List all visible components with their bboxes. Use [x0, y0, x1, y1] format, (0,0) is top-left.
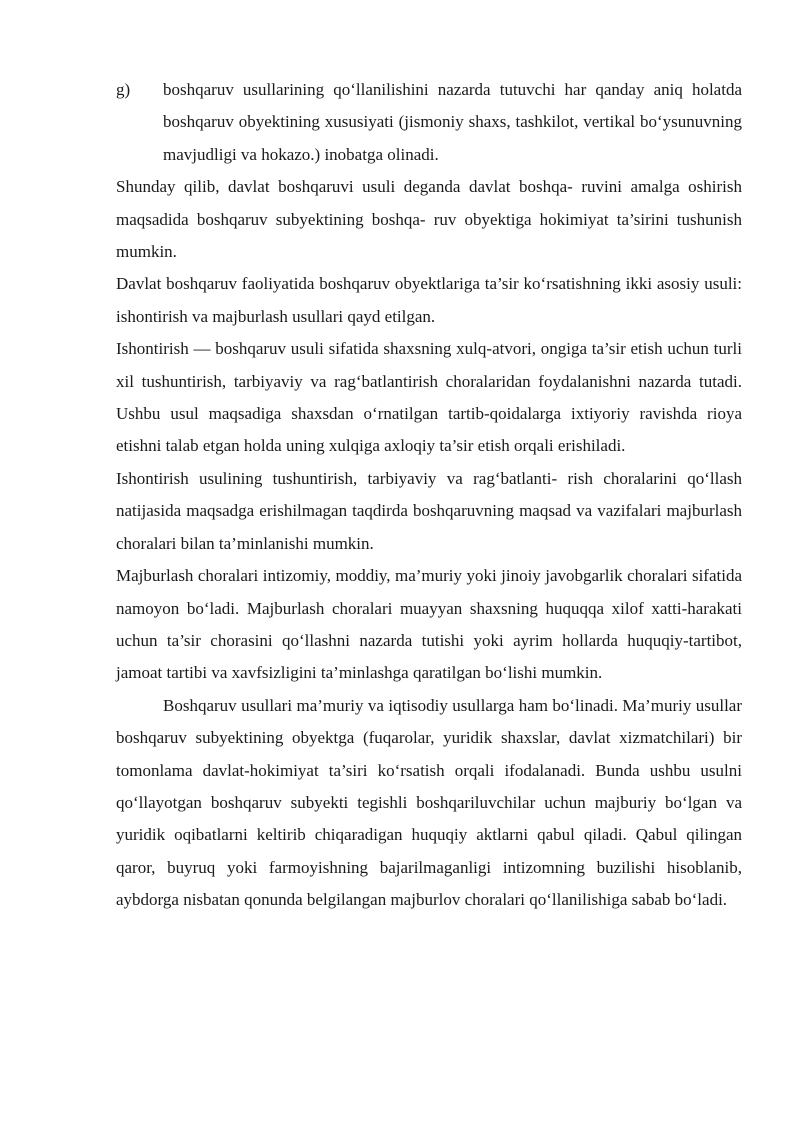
paragraph-4: Ishontirish usulining tushuntirish, tarbiyaviy va rag‘batlanti- rish choralarini qo‘llash natijasida maqsadga erishilmagan taqdirda boshqaruvning maqsad va vazifalari majburlash choralari bilan ta’minlanishi mumkin. [116, 468, 742, 553]
paragraph-2: Davlat boshqaruv faoliyatida boshqaruv obyektlariga ta’sir ko‘rsatishning ikki asosiy usuli: ishontirish va majburlash usullari qayd etilgan. [116, 274, 742, 326]
paragraph-1: Shunday qilib, davlat boshqaruvi usuli deganda davlat boshqa- ruvini amalga oshirish maqsadida boshqaruv subyektining boshqa- ruv obyektiga hokimiyat ta’sirini tushunish mumkin. [116, 177, 742, 262]
paragraph-3: Ishontirish — boshqaruv usuli sifatida shaxsning xulq-atvori, ongiga ta’sir etish uchun turli xil tushuntirish, tarbiyaviy va rag‘batlantirish choralaridan foydalanishni nazarda tutadi. Ushbu usul maqsadiga shaxsdan o‘rnatilgan tartib-qoidalarga ixtiyoriy ravishda rioya etishni talab etgan holda uning xulqiga axloqiy ta’sir etish orqali erishiladi. [116, 339, 742, 456]
paragraph-5: Majburlash choralari intizomiy, moddiy, ma’muriy yoki jinoiy javobgarlik choralari sifatida namoyon bo‘ladi. Majburlash choralari muayyan shaxsning huquqqa xilof xatti-harakati uchun ta’sir chorasini qo‘llashni nazarda tutishi yoki ayrim hollarda huquqiy-tartibot, jamoat tartibi va xavfsizligini ta’minlashga qaratilgan bo‘lishi mumkin. [116, 566, 742, 683]
list-item-text: boshqaruv usullarining qo‘llanilishini nazarda tutuvchi har qanday aniq holatda boshqaruv obyektining xususiyati (jismoniy shaxs, tashkilot, vertikal bo‘ysunuvning mavjudligi va hokazo.) inobatga olinadi. [163, 80, 742, 164]
paragraph-6: Boshqaruv usullari ma’muriy va iqtisodiy usullarga ham bo‘linadi. Ma’muriy usullar boshqaruv subyektining obyektga (fuqarolar, yuridik shaxslar, davlat xizmatchilari) bir tomonlama davlat-hokimiyat ta’siri ko‘rsatish orqali ifodalanadi. Bunda ushbu usulni qo‘llayotgan boshqaruv subyekti tegishli boshqariluvchilar uchun majburiy bo‘lgan va yuridik oqibatlarni keltirib chiqaradigan huquqiy aktlarni qabul qiladi. Qabul qilingan qaror, buyruq yoki farmoyishning bajarilmaganligi intizomning buzilishi hisoblanib, aybdorga nisbatan qonunda belgilangan majburlov choralari qo‘llanilishiga sabab bo‘ladi. [116, 695, 742, 910]
list-item-g [116, 74, 742, 171]
list-marker: g) [116, 80, 131, 99]
document-page [116, 74, 742, 917]
